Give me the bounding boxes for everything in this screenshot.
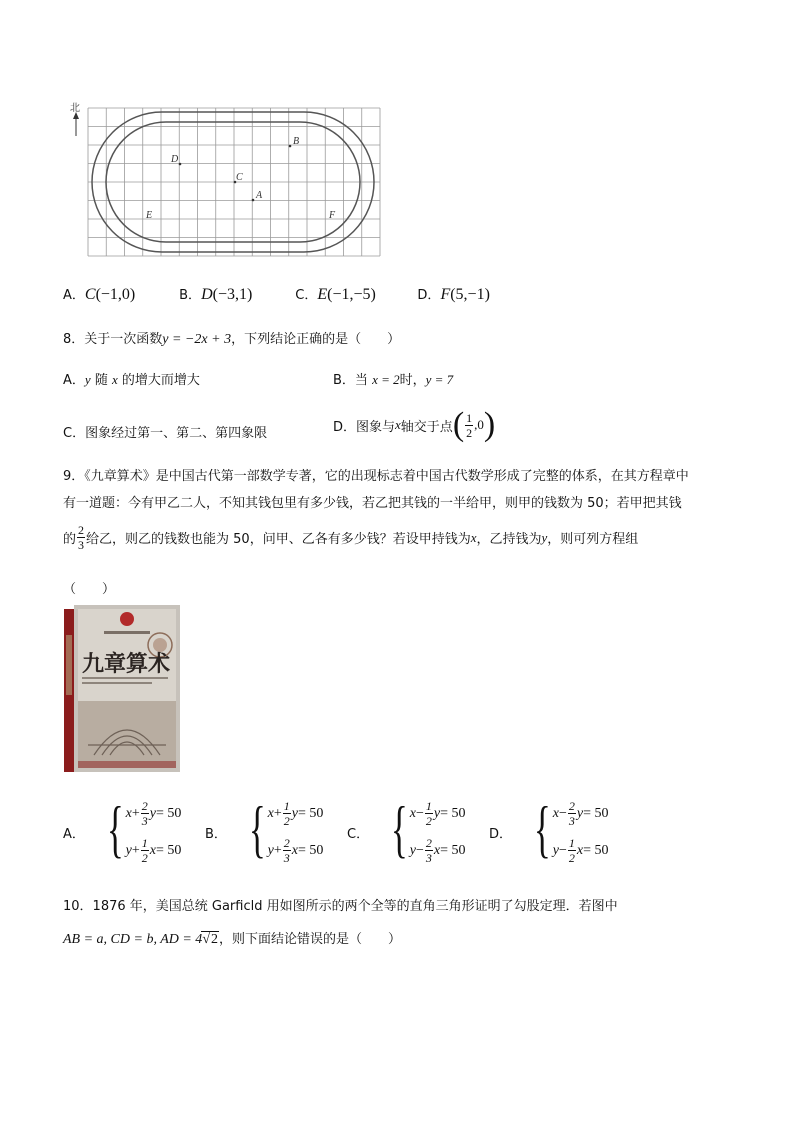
q9-line2: 有一道题：今有甲乙二人，不知其钱包里有多少钱，若乙把其钱的一半给甲，则甲的钱数为 50；若甲把其钱 <box>63 496 682 511</box>
point-B <box>289 145 292 148</box>
q8-option-a[interactable]: A．y 随 x 的增大而增大 <box>63 372 200 388</box>
q10-line2: AB = a, CD = b, AD = 4√2，则下面结论错误的是（ ） <box>63 932 402 947</box>
book-image <box>64 605 182 775</box>
point-D <box>179 163 182 166</box>
q7-options <box>63 284 490 304</box>
label-A: A <box>256 190 263 201</box>
map-figure <box>68 100 388 260</box>
q10-line1: 10．1876 年，美国总统 Garficld 用如图所示的两个全等的直角三角形证明了勾股定理．若图中 <box>63 899 618 914</box>
map-grid-svg <box>68 100 388 260</box>
q8-option-b[interactable]: B．当 x = 2时，y = 7 <box>333 372 454 388</box>
point-A <box>252 199 255 202</box>
q9-option-d[interactable]: D． { x − $\frac{2}{3}$ y = 50 y − $\frac{1}{2}$ x = 50 <box>489 793 609 865</box>
q8-option-d[interactable]: D．图象与 x 轴交于点 ( $\frac{1}{2}$ ,0 ) <box>333 406 496 443</box>
q9-option-a[interactable]: A． { x + $\frac{2}{3}$ y = 50 y + $\frac{1}{2}$ x = 50 <box>63 793 182 865</box>
label-F: F <box>329 210 336 221</box>
q9-line1: 9．《九章算术》是中国古代第一部数学专著，它的出现标志着中国古代数学形成了完整的体系，在其方程章中 <box>63 469 689 484</box>
book-svg <box>64 605 182 775</box>
q7-option-d[interactable]: D．F(5,−1) <box>417 286 490 303</box>
q7-option-c[interactable]: C．E(−1,−5) <box>295 286 376 303</box>
q7-option-b[interactable]: B．D(−3,1) <box>179 286 253 303</box>
book-title: 九章算术 <box>82 651 171 677</box>
q8-stem: 8．关于一次函数y = −2x + 3，下列结论正确的是（ ） <box>63 332 401 347</box>
q9-option-b[interactable]: B． { x + $\frac{1}{2}$ y = 50 y + $\frac{2}{3}$ x = 50 <box>205 793 324 865</box>
q9-line3: 的 $\frac{2}{3}$ 给乙，则乙的钱数也能为 50，问甲、乙各有多少钱？若设甲持钱为 x ，乙持钱为 y ，则可列方程组 <box>63 523 639 552</box>
label-B: B <box>293 136 300 147</box>
q9-options <box>63 793 609 865</box>
label-C: C <box>236 172 243 183</box>
label-D: D <box>171 154 179 165</box>
north-label: 北 <box>70 103 80 114</box>
label-E: E <box>146 210 153 221</box>
q9-answer-blank: （ ） <box>63 582 116 597</box>
q7-option-a[interactable]: A．C(−1,0) <box>63 286 136 303</box>
q9-option-c[interactable]: C． { x − $\frac{1}{2}$ y = 50 y − $\frac{2}{3}$ x = 50 <box>347 793 466 865</box>
q8-option-c[interactable]: C．图象经过第一、第二、第四象限 <box>63 426 268 441</box>
